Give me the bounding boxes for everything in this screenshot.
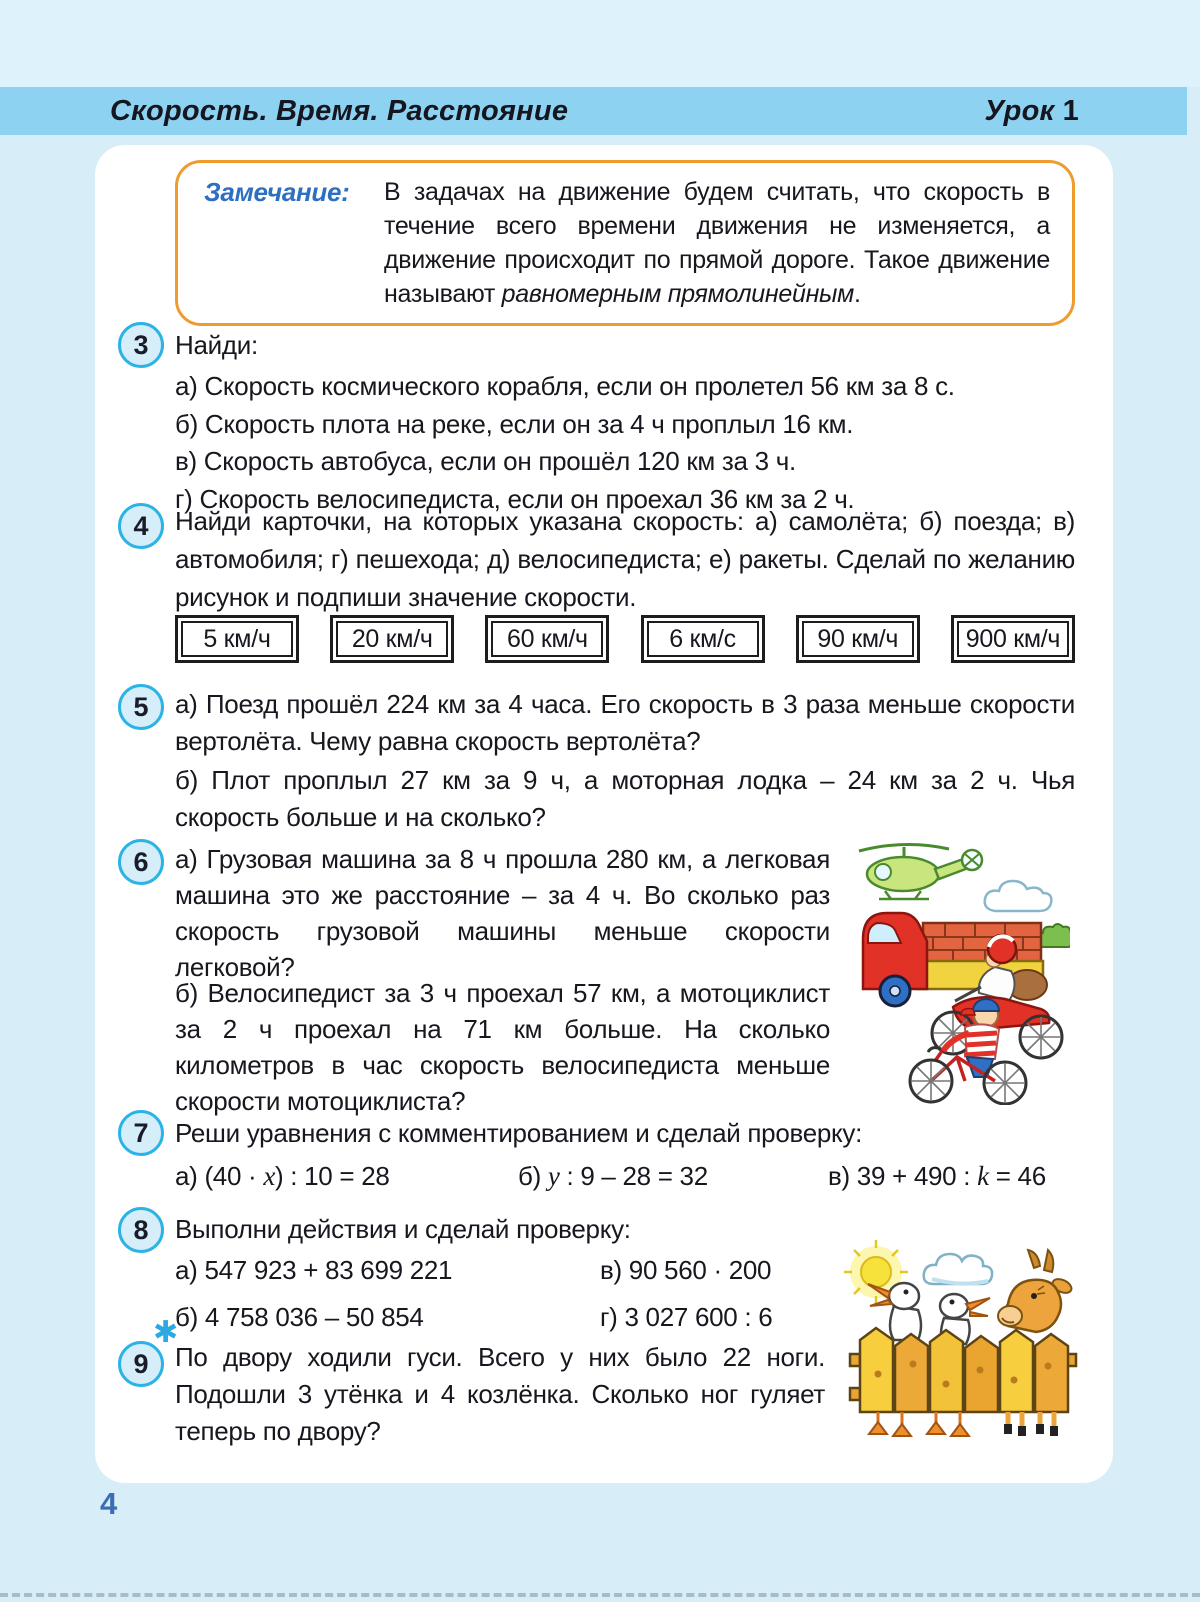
speed-card-value: 900 км/ч: [957, 621, 1069, 657]
content-panel: [95, 145, 1113, 1483]
bush-icon: [1037, 924, 1070, 947]
exercise-8v: в) 90 560 · 200: [600, 1255, 772, 1285]
note-box: [175, 160, 1075, 326]
page-top-margin: [0, 0, 1200, 87]
speed-card-value: 90 км/ч: [802, 621, 914, 657]
speed-card: [485, 615, 609, 663]
lesson-word: Урок: [984, 94, 1055, 127]
speed-card: [641, 615, 765, 663]
lesson-number: 1: [1062, 94, 1079, 127]
equation-a-var: x: [263, 1161, 276, 1191]
problem-8-number: 8: [118, 1207, 164, 1253]
problem-3-number: 3: [118, 322, 164, 368]
problem-4-number: 4: [118, 503, 164, 549]
speed-card: [175, 615, 299, 663]
problem-9-number: 9: [118, 1341, 164, 1387]
problem-7-intro: Реши уравнения с комментированием и сделай проверку:: [175, 1118, 863, 1148]
note-text-main: В задачах на движение будем считать, что скорость в течение всего времени движения не изменяется, а движение происходит по прямой дороге. Такое движение называют: [384, 178, 1050, 308]
equation-a: [175, 1161, 390, 1192]
problem-8-intro: Выполни действия и сделай проверку:: [175, 1214, 631, 1244]
header-band: [0, 87, 1187, 135]
lesson-label: [985, 95, 1079, 128]
asterisk-icon: ✱: [153, 1315, 179, 1350]
speed-card: [330, 615, 454, 663]
equation-c-post: = 46: [988, 1161, 1046, 1191]
problem-7-number: 7: [118, 1110, 164, 1156]
speed-card: [796, 615, 920, 663]
page-title: Скорость. Время. Расстояние: [110, 94, 569, 127]
problem-5b-text: б) Плот проплыл 27 км за 9 ч, а моторная лодка – 24 км за 2 ч. Чья скорость больше и на сколько?: [175, 765, 1075, 832]
farm-animals-illustration: [838, 1232, 1088, 1448]
page-number: 4: [100, 1486, 118, 1521]
equation-c-var: k: [977, 1161, 989, 1191]
equation-a-post: ) : 10 = 28: [275, 1161, 390, 1191]
exercise-8a: а) 547 923 + 83 699 221: [175, 1255, 453, 1285]
goose-feet: [869, 1412, 969, 1436]
problem-6-number: 6: [118, 839, 164, 885]
speed-card-value: 5 км/ч: [181, 621, 293, 657]
problem-3-item: в) Скорость автобуса, если он прошёл 120 км за 3 ч.: [175, 446, 796, 476]
equation-c-pre: в) 39 + 490 :: [828, 1161, 978, 1191]
speed-card: [951, 615, 1075, 663]
helicopter-icon: [859, 844, 982, 899]
problem-6b-text: б) Велосипедист за 3 ч проехал 57 км, а мотоциклист за 2 ч проехал на 71 км больше. На сколько километров в час скорость велосипедиста меньше скорости мотоциклиста?: [175, 978, 830, 1116]
note-label: Замечание:: [204, 177, 350, 207]
problem-5a-text: а) Поезд прошёл 224 км за 4 часа. Его скорость в 3 раза меньше скорости вертолёта. Чему равна скорость вертолёта?: [175, 689, 1075, 756]
problem-3-item: а) Скорость космического корабля, если он пролетел 56 км за 8 с.: [175, 371, 955, 401]
problem-3-item: г) Скорость велосипедиста, если он проехал 36 км за 2 ч.: [175, 483, 855, 514]
fence: [850, 1328, 1076, 1412]
problem-6a-text: а) Грузовая машина за 8 ч прошла 280 км, а легковая машина это же расстояние – за 4 ч. Во сколько раз скорость грузовой машины меньше скорости легковой?: [175, 844, 830, 982]
problem-9-text: По двору ходили гуси. Всего у них было 22 ноги. Подошли 3 утёнка и 4 козлёнка. Сколько ног гуляет теперь по двору?: [175, 1342, 825, 1446]
equation-b-pre: б): [518, 1161, 548, 1191]
speed-card-value: 6 км/с: [647, 621, 759, 657]
vehicles-illustration: [845, 827, 1070, 1105]
goat-icon: [998, 1250, 1074, 1332]
problem-3-intro: Найди:: [175, 330, 258, 360]
speed-cards-row: [175, 615, 1075, 663]
farm-illustration-svg: [838, 1232, 1088, 1448]
equation-b-post: : 9 – 28 = 32: [559, 1161, 708, 1191]
note-text-italic: равномерным прямолинейным: [501, 280, 854, 308]
exercise-8b: б) 4 758 036 – 50 854: [175, 1302, 424, 1332]
cloud-icon: [924, 1254, 992, 1284]
problem-4-text: Найди карточки, на которых указана скорость: а) самолёта; б) поезда; в) автомобиля; г) пешехода; д) велосипедиста; е) ракеты. Сделай по желанию рисунок и подпиши значение скорости.: [175, 506, 1075, 612]
equation-c: [828, 1161, 1046, 1192]
problem-3-item: б) Скорость плота на реке, если он за 4 ч проплыл 16 км.: [175, 408, 854, 439]
equation-a-pre: а) (40 ·: [175, 1161, 264, 1191]
note-text-tail: .: [853, 280, 861, 308]
equation-b: [518, 1161, 708, 1192]
note-text: [384, 175, 1050, 311]
vehicles-illustration-svg: [845, 827, 1070, 1105]
equation-b-var: y: [547, 1161, 560, 1191]
problem-5-number: 5: [118, 684, 164, 730]
speed-card-value: 20 км/ч: [336, 621, 448, 657]
goat-hooves: [1004, 1412, 1058, 1436]
problem-3-items: [175, 368, 1095, 518]
cloud-icon: [985, 881, 1052, 911]
bottom-dashed-divider: [0, 1593, 1200, 1597]
exercise-8g: г) 3 027 600 : 6: [600, 1302, 773, 1332]
speed-card-value: 60 км/ч: [491, 621, 603, 657]
